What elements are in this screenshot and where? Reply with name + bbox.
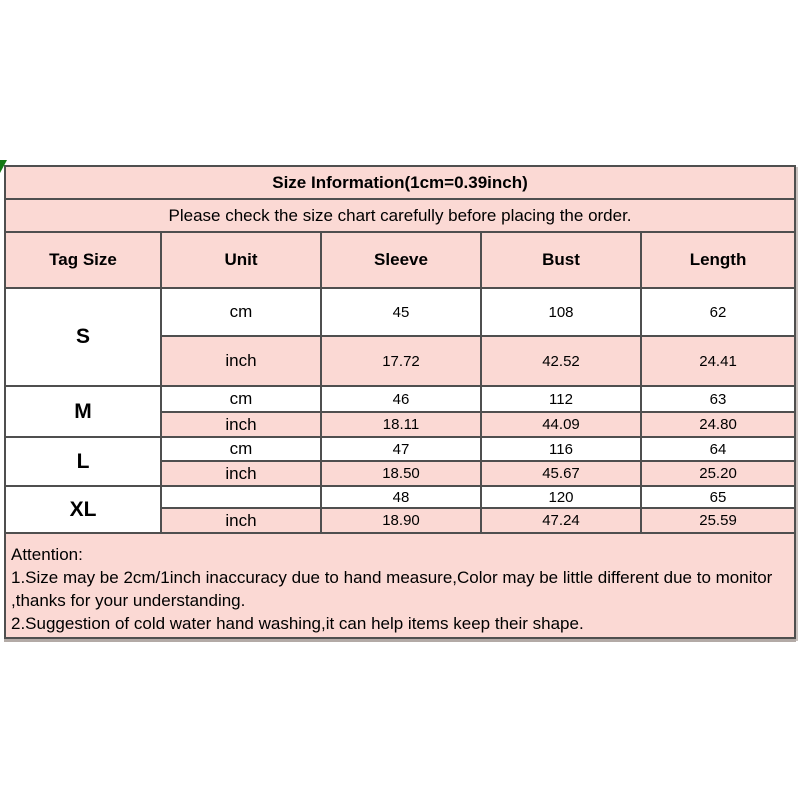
table-title: Size Information(1cm=0.39inch): [5, 166, 795, 199]
table-subtitle: Please check the size chart carefully before placing the order.: [5, 199, 795, 232]
bust-value: 45.67: [481, 461, 641, 486]
attention-note-1b: ,thanks for your understanding.: [11, 591, 246, 610]
bust-value: 112: [481, 386, 641, 412]
bust-value: 120: [481, 486, 641, 508]
length-value: 25.20: [641, 461, 795, 486]
sleeve-value: 45: [321, 288, 481, 336]
length-value: 25.59: [641, 508, 795, 533]
unit-cell: cm: [161, 437, 321, 461]
column-header-length: Length: [641, 232, 795, 288]
length-value: 63: [641, 386, 795, 412]
column-header-bust: Bust: [481, 232, 641, 288]
unit-cell: inch: [161, 508, 321, 533]
bust-value: 47.24: [481, 508, 641, 533]
length-value: 62: [641, 288, 795, 336]
sleeve-value: 47: [321, 437, 481, 461]
unit-cell: cm: [161, 386, 321, 412]
size-tag-s: S: [5, 288, 161, 386]
sleeve-value: 46: [321, 386, 481, 412]
attention-note-1: 1.Size may be 2cm/1inch inaccuracy due to hand measure,Color may be little different due to monitor: [11, 568, 773, 587]
size-chart-table: [4, 165, 796, 639]
column-header-tag-size: Tag Size: [5, 232, 161, 288]
length-value: 65: [641, 486, 795, 508]
sleeve-value: 18.90: [321, 508, 481, 533]
size-tag-l: L: [5, 437, 161, 486]
attention-heading: Attention:: [11, 545, 83, 564]
unit-cell: cm: [161, 288, 321, 336]
bust-value: 108: [481, 288, 641, 336]
unit-cell: inch: [161, 412, 321, 437]
attention-note-2: 2.Suggestion of cold water hand washing,it can help items keep their shape.: [11, 614, 584, 633]
attention-notes: [5, 533, 795, 638]
bust-value: 44.09: [481, 412, 641, 437]
length-value: 64: [641, 437, 795, 461]
size-tag-m: M: [5, 386, 161, 437]
unit-cell: inch: [161, 461, 321, 486]
sleeve-value: 18.11: [321, 412, 481, 437]
length-value: 24.80: [641, 412, 795, 437]
sleeve-value: 48: [321, 486, 481, 508]
column-header-sleeve: Sleeve: [321, 232, 481, 288]
size-tag-xl: XL: [5, 486, 161, 533]
sleeve-value: 17.72: [321, 336, 481, 386]
unit-cell-empty: [161, 486, 321, 508]
unit-cell: inch: [161, 336, 321, 386]
bust-value: 116: [481, 437, 641, 461]
length-value: 24.41: [641, 336, 795, 386]
sleeve-value: 18.50: [321, 461, 481, 486]
column-header-unit: Unit: [161, 232, 321, 288]
size-chart: [4, 165, 794, 639]
bust-value: 42.52: [481, 336, 641, 386]
